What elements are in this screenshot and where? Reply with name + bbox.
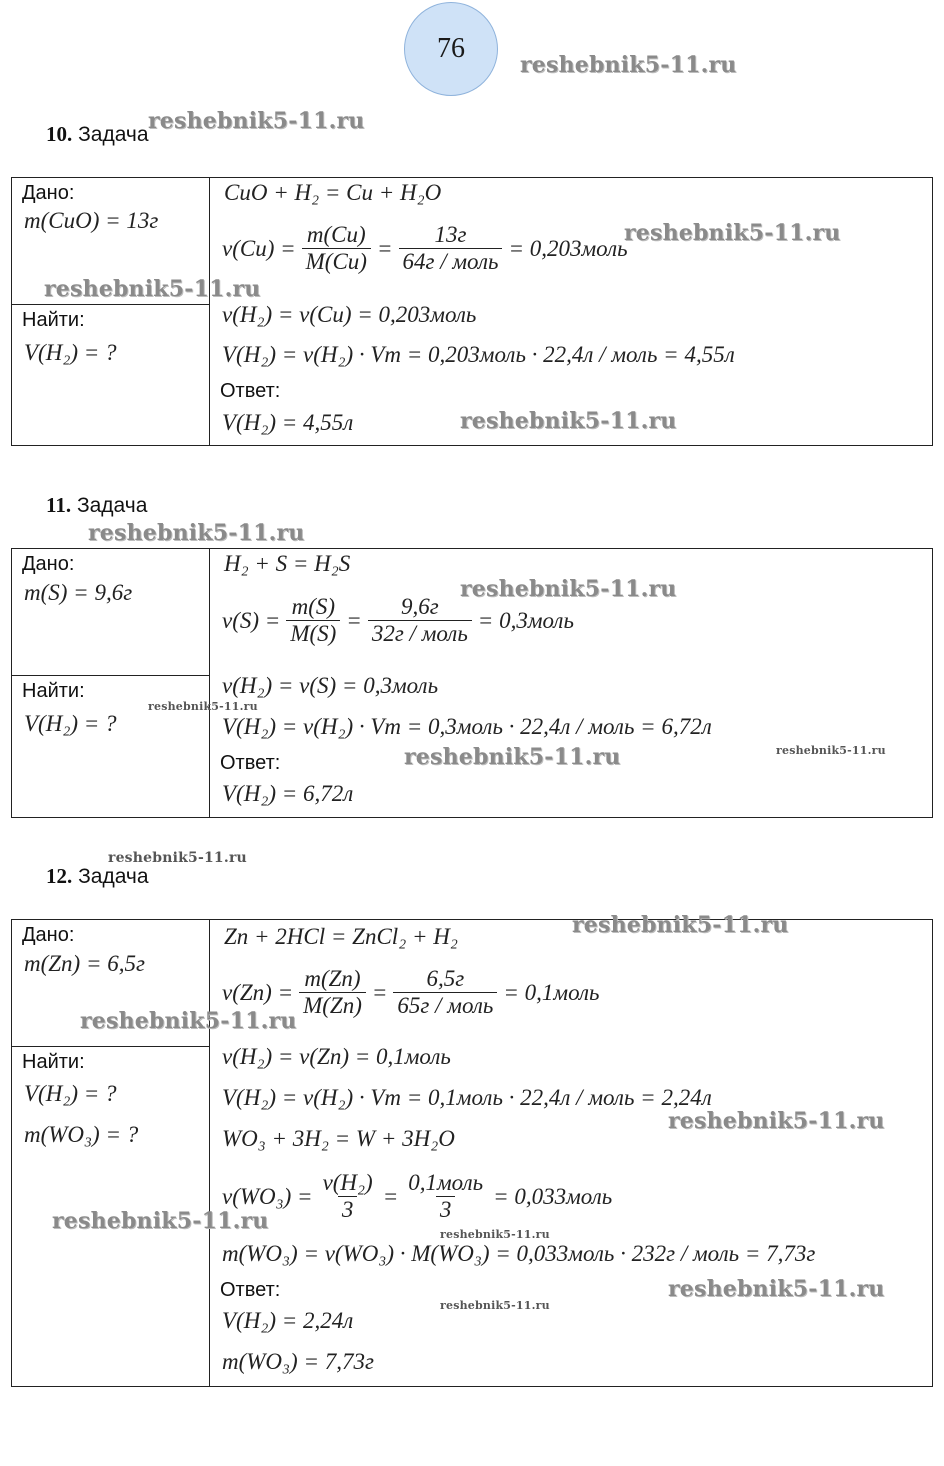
fraction bbox=[302, 222, 371, 275]
equals-sign: = bbox=[382, 1183, 399, 1209]
task-10-title bbox=[46, 122, 149, 147]
fraction bbox=[404, 1170, 487, 1223]
moles-h2: ν(H₂) = ν(Cu) = 0,203моль bbox=[222, 302, 477, 327]
page-number: 76 bbox=[437, 33, 465, 64]
watermark: reshebnik5-11.ru bbox=[572, 912, 789, 938]
answer-value: V(H₂) = 2,24л bbox=[222, 1308, 354, 1333]
fraction-numerator: m(Zn) bbox=[304, 966, 361, 991]
find-label: Найти: bbox=[22, 1051, 85, 1073]
task-title: Задача bbox=[78, 123, 149, 146]
find-label: Найти: bbox=[22, 309, 85, 331]
fraction-numerator: ν(H₂) bbox=[322, 1170, 373, 1195]
reaction-equation: H₂ + S = H₂S bbox=[224, 551, 351, 576]
moles-h2: ν(H₂) = ν(S) = 0,3моль bbox=[222, 673, 439, 698]
reaction-equation: Zn + 2HCl = ZnCl₂ + H₂ bbox=[224, 924, 458, 949]
find-value: V(H₂) = ? bbox=[24, 711, 117, 736]
given-value: m(CuO) = 13г bbox=[24, 208, 159, 233]
fraction-numerator: 6,5г bbox=[426, 966, 465, 991]
fraction-denominator: 3 bbox=[436, 1196, 456, 1223]
volume-calculation: V(H₂) = ν(H₂) · Vm = 0,203моль · 22,4л / моль = 4,55л bbox=[222, 342, 735, 367]
task-number: 11. bbox=[46, 493, 72, 517]
watermark: reshebnik5-11.ru bbox=[108, 850, 247, 866]
find-value: V(H₂) = ? bbox=[24, 340, 117, 365]
answer-label: Ответ: bbox=[220, 380, 281, 402]
task-number: 12. bbox=[46, 864, 73, 888]
fraction-numerator: 0,1моль bbox=[408, 1170, 484, 1195]
fraction bbox=[393, 966, 497, 1019]
moles-h2: ν(H₂) = ν(Zn) = 0,1моль bbox=[222, 1044, 451, 1069]
moles-result: = 0,1моль bbox=[503, 979, 600, 1005]
equals-sign: = bbox=[346, 607, 362, 633]
watermark: reshebnik5-11.ru bbox=[44, 276, 261, 302]
fraction bbox=[368, 594, 472, 647]
moles-lhs: ν(WO₃) = bbox=[222, 1183, 313, 1209]
fraction-denominator: 3 bbox=[338, 1196, 358, 1223]
mass-calculation: m(WO₃) = ν(WO₃) · M(WO₃) = 0,033моль · 232г / моль = 7,73г bbox=[222, 1241, 816, 1266]
page-number-badge bbox=[404, 2, 498, 96]
task-title: Задача bbox=[76, 494, 148, 517]
table-divider bbox=[11, 304, 210, 305]
watermark: reshebnik5-11.ru bbox=[440, 1299, 550, 1312]
task-12-title bbox=[46, 864, 149, 889]
find-value: V(H₂) = ? bbox=[24, 1081, 117, 1106]
moles-lhs: ν(S) = bbox=[222, 607, 281, 633]
moles-lhs: ν(Cu) = bbox=[222, 235, 296, 261]
watermark: reshebnik5-11.ru bbox=[668, 1108, 885, 1134]
moles-wo3-calculation bbox=[222, 1170, 612, 1223]
table-divider bbox=[11, 675, 210, 676]
moles-lhs: ν(Zn) = bbox=[222, 979, 294, 1005]
moles-result: = 0,203моль bbox=[508, 235, 628, 261]
task-title: Задача bbox=[78, 865, 149, 888]
fraction-denominator: M(S) bbox=[286, 620, 340, 647]
answer-label: Ответ: bbox=[220, 752, 281, 774]
moles-result: = 0,033моль bbox=[493, 1183, 613, 1209]
find-value: m(WO₃) = ? bbox=[24, 1122, 139, 1147]
watermark: reshebnik5-11.ru bbox=[460, 408, 677, 434]
fraction-denominator: 32г / моль bbox=[368, 620, 472, 647]
moles-calculation bbox=[222, 222, 628, 275]
fraction bbox=[299, 966, 366, 1019]
table-divider bbox=[209, 548, 210, 818]
given-label: Дано: bbox=[22, 553, 75, 575]
fraction bbox=[286, 594, 340, 647]
given-value: m(Zn) = 6,5г bbox=[24, 951, 145, 976]
watermark: reshebnik5-11.ru bbox=[80, 1008, 297, 1034]
watermark: reshebnik5-11.ru bbox=[624, 220, 841, 246]
equals-sign: = bbox=[376, 235, 393, 261]
fraction-denominator: 65г / моль bbox=[393, 992, 497, 1019]
watermark: reshebnik5-11.ru bbox=[520, 52, 737, 78]
given-value: m(S) = 9,6г bbox=[24, 580, 133, 605]
table-divider bbox=[11, 1046, 210, 1047]
moles-result: = 0,3моль bbox=[477, 607, 574, 633]
find-label: Найти: bbox=[22, 680, 85, 702]
fraction-numerator: m(S) bbox=[291, 594, 336, 619]
fraction-denominator: M(Zn) bbox=[299, 992, 366, 1019]
watermark: reshebnik5-11.ru bbox=[776, 744, 886, 757]
reaction-equation: CuO + H₂ = Cu + H₂O bbox=[224, 180, 442, 205]
task-number: 10. bbox=[46, 122, 73, 146]
watermark: reshebnik5-11.ru bbox=[440, 1228, 550, 1241]
table-divider bbox=[209, 919, 210, 1387]
volume-calculation: V(H₂) = ν(H₂) · Vm = 0,3моль · 22,4л / моль = 6,72л bbox=[222, 714, 712, 739]
watermark: reshebnik5-11.ru bbox=[88, 520, 305, 546]
watermark: reshebnik5-11.ru bbox=[460, 576, 677, 602]
task-11-title bbox=[46, 493, 147, 518]
answer-value: m(WO₃) = 7,73г bbox=[222, 1349, 374, 1374]
given-label: Дано: bbox=[22, 924, 75, 946]
reaction-equation-2: WO₃ + 3H₂ = W + 3H₂O bbox=[222, 1126, 455, 1151]
watermark: reshebnik5-11.ru bbox=[148, 108, 365, 134]
fraction-numerator: 13г bbox=[434, 222, 467, 247]
fraction bbox=[399, 222, 503, 275]
watermark: reshebnik5-11.ru bbox=[668, 1276, 885, 1302]
equals-sign: = bbox=[371, 979, 388, 1005]
answer-value: V(H₂) = 6,72л bbox=[222, 781, 354, 806]
fraction-denominator: M(Cu) bbox=[302, 248, 371, 275]
answer-value: V(H₂) = 4,55л bbox=[222, 410, 354, 435]
watermark: reshebnik5-11.ru bbox=[148, 700, 258, 713]
fraction-numerator: 9,6г bbox=[400, 594, 439, 619]
watermark: reshebnik5-11.ru bbox=[404, 744, 621, 770]
volume-calculation: V(H₂) = ν(H₂) · Vm = 0,1моль · 22,4л / моль = 2,24л bbox=[222, 1085, 712, 1110]
watermark: reshebnik5-11.ru bbox=[52, 1208, 269, 1234]
fraction bbox=[319, 1170, 377, 1223]
table-divider bbox=[209, 177, 210, 446]
answer-label: Ответ: bbox=[220, 1279, 281, 1301]
fraction-denominator: 64г / моль bbox=[399, 248, 503, 275]
given-label: Дано: bbox=[22, 182, 75, 204]
fraction-numerator: m(Cu) bbox=[306, 222, 366, 247]
